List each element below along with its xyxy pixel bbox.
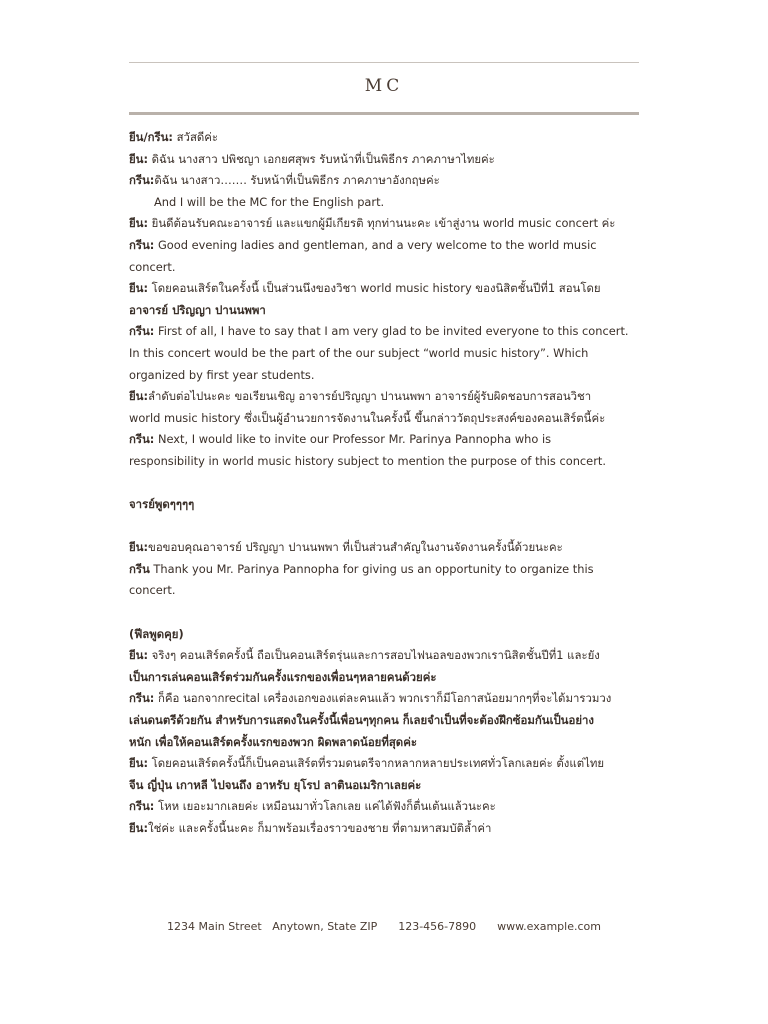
- line-text: ดิฉัน นางสาว……. รับหน้าที่เป็นพิธีกร ภาคภาษาอังกฤษค่ะ: [154, 173, 440, 188]
- line-text: เล่นดนตรีด้วยกัน สำหรับการแสดงในครั้งนี้เพื่อนๆทุกคน ก็เลยจำเป็นที่จะต้องฝึกซ้อมกันเป็นอย่าง: [129, 713, 594, 728]
- line-text: (ฟีลพูดคุย): [129, 626, 184, 641]
- line-text: ใช่ค่ะ และครั้งนี้นะคะ ก็มาพร้อมเรื่องราวของชาย ที่ตามหาสมบัติล้ำค่า: [148, 821, 492, 835]
- script-line: [129, 775, 639, 797]
- footer: [0, 920, 768, 933]
- speaker-label: กรีน:: [129, 691, 155, 706]
- speaker-label: ยีน:: [129, 389, 149, 404]
- speaker-label: ยีน:: [129, 756, 149, 771]
- footer-address: 1234 Main Street Anytown, State ZIP: [167, 920, 378, 933]
- speaker-label: กรีน:: [129, 324, 155, 339]
- paragraph-gap: [129, 473, 639, 495]
- script-line: [129, 818, 639, 840]
- line-text: And I will be the MC for the English part.: [154, 194, 385, 209]
- script-line: [129, 386, 639, 408]
- script-line: [129, 688, 639, 710]
- line-text: ดิฉัน นางสาว ปพิชญา เอกยศสุพร รับหน้าที่เป็นพิธีกร ภาคภาษาไทยค่ะ: [148, 151, 495, 166]
- script-line: [129, 343, 639, 365]
- line-text: ลำดับต่อไปนะคะ ขอเรียนเชิญ อาจารย์ปริญญา ปานนพพา อาจารย์ผู้รับผิดชอบการสอนวิชา: [148, 389, 592, 404]
- speaker-label: ยีน:: [129, 151, 149, 166]
- script-line: [129, 624, 639, 646]
- script-line: [129, 559, 639, 581]
- header-bottom-rule: [129, 112, 639, 115]
- script-line: [129, 192, 639, 214]
- script-line: [129, 235, 639, 257]
- script-line: [129, 710, 639, 732]
- line-text: จีน ญี่ปุ่น เกาหลี ไปจนถึง อาหรับ ยุโรป ลาตินอเมริกาเลยค่ะ: [129, 777, 422, 792]
- line-text: เป็นการเล่นคอนเสิร์ตร่วมกันครั้งแรกของเพื่อนๆหลายคนด้วยค่ะ: [129, 669, 437, 684]
- speaker-label: ยีน:: [129, 540, 149, 555]
- line-text: หนัก เพื่อให้คอนเสิร์ตครั้งแรกของพวก ผิดพลาดน้อยที่สุดค่ะ: [129, 734, 417, 749]
- line-text: concert.: [129, 259, 176, 274]
- line-text: ก็คือ นอกจากrecital เครื่องเอกของแต่ละคนแล้ว พวกเราก็มีโอกาสน้อยมากๆที่จะได้มารวมวง: [154, 691, 612, 706]
- script-line: [129, 537, 639, 559]
- script-line: [129, 213, 639, 235]
- script-line: [129, 667, 639, 689]
- line-text: สวัสดีค่ะ: [172, 130, 219, 144]
- line-text: Next, I would like to invite our Professor Mr. Parinya Pannopha who is: [154, 432, 552, 447]
- line-text: จริงๆ คอนเสิร์ตครั้งนี้ ถือเป็นคอนเสิร์ตรุ่นและการสอบไฟนอลของพวกเรานิสิตชั้นปีที่1 และยัง: [148, 648, 600, 663]
- line-text: concert.: [129, 583, 176, 598]
- speaker-label: ยีน:: [129, 821, 149, 835]
- script-line: [129, 408, 639, 430]
- speaker-label: ยีน:: [129, 216, 149, 231]
- line-text: โหห เยอะมากเลยค่ะ เหมือนมาทั่วโลกเลย แค่ได้ฟังก็ตื่นเต้นแล้วนะคะ: [154, 799, 496, 814]
- line-text: First of all, I have to say that I am very glad to be invited everyone to this concert.: [154, 324, 629, 339]
- footer-website: www.example.com: [497, 920, 601, 933]
- script-line: [129, 494, 639, 516]
- speaker-label: ยีน:: [129, 281, 149, 296]
- script-line: [129, 365, 639, 387]
- line-text: world music history ซึ่งเป็นผู้อำนวยการจัดงานในครั้งนี้ ขึ้นกล่าววัตถุประสงค์ของคอนเสิร์ตนี้ค่ะ: [129, 410, 606, 425]
- script-line: [129, 796, 639, 818]
- script-line: [129, 451, 639, 473]
- line-text: organized by first year students.: [129, 367, 315, 382]
- speaker-label: กรีน: [129, 561, 150, 576]
- line-text: โดยคอนเสิร์ตในครั้งนี้ เป็นส่วนนึงของวิชา world music history ของนิสิตชั้นปีที่1 สอนโดย: [148, 281, 601, 296]
- paragraph-gap: [129, 516, 639, 538]
- script-line: [129, 321, 639, 343]
- speaker-label: กรีน:: [129, 173, 155, 188]
- script-line: [129, 170, 639, 192]
- script-line: [129, 429, 639, 451]
- speaker-label: ยีน:: [129, 648, 149, 663]
- speaker-label: กรีน:: [129, 432, 155, 447]
- line-text: อาจารย์ ปริญญา ปานนพพา: [129, 302, 266, 317]
- paragraph-gap: [129, 602, 639, 624]
- line-text: Good evening ladies and gentleman, and a very welcome to the world music: [154, 237, 597, 252]
- line-text: ขอขอบคุณอาจารย์ ปริญญา ปานนพพา ที่เป็นส่วนสำคัญในงานจัดงานครั้งนี้ด้วยนะคะ: [148, 540, 563, 555]
- line-text: จารย์พูดๆๆๆๆ: [129, 497, 195, 512]
- speaker-label: กรีน:: [129, 799, 155, 814]
- script-line: [129, 257, 639, 279]
- line-text: โดยคอนเสิร์ตครั้งนี้ก็เป็นคอนเสิร์ตที่รวมดนตรีจากหลากหลายประเทศทั่วโลกเลยค่ะ ตั้งแต่ไทย: [148, 756, 605, 771]
- script-line: [129, 580, 639, 602]
- speaker-label: กรีน:: [129, 237, 155, 252]
- script-line: [129, 645, 639, 667]
- header-top-rule: [129, 62, 639, 63]
- script-line: [129, 732, 639, 754]
- script-body: [129, 127, 639, 840]
- document-title: MC: [364, 76, 404, 96]
- footer-phone: 123-456-7890: [398, 920, 477, 933]
- line-text: In this concert would be the part of the our subject “world music history”. Which: [129, 345, 589, 360]
- script-line: [129, 753, 639, 775]
- line-text: ยินดีต้อนรับคณะอาจารย์ และแขกผู้มีเกียรติ ทุกท่านนะคะ เข้าสู่งาน world music concert ค่ะ: [148, 216, 616, 231]
- script-line: [129, 149, 639, 171]
- line-text: Thank you Mr. Parinya Pannopha for giving us an opportunity to organize this: [149, 561, 594, 576]
- script-line: [129, 300, 639, 322]
- line-text: responsibility in world music history subject to mention the purpose of this concert.: [129, 453, 606, 468]
- script-line: [129, 278, 639, 300]
- script-line: [129, 127, 639, 149]
- speaker-label: ยีน/กรีน:: [129, 130, 173, 144]
